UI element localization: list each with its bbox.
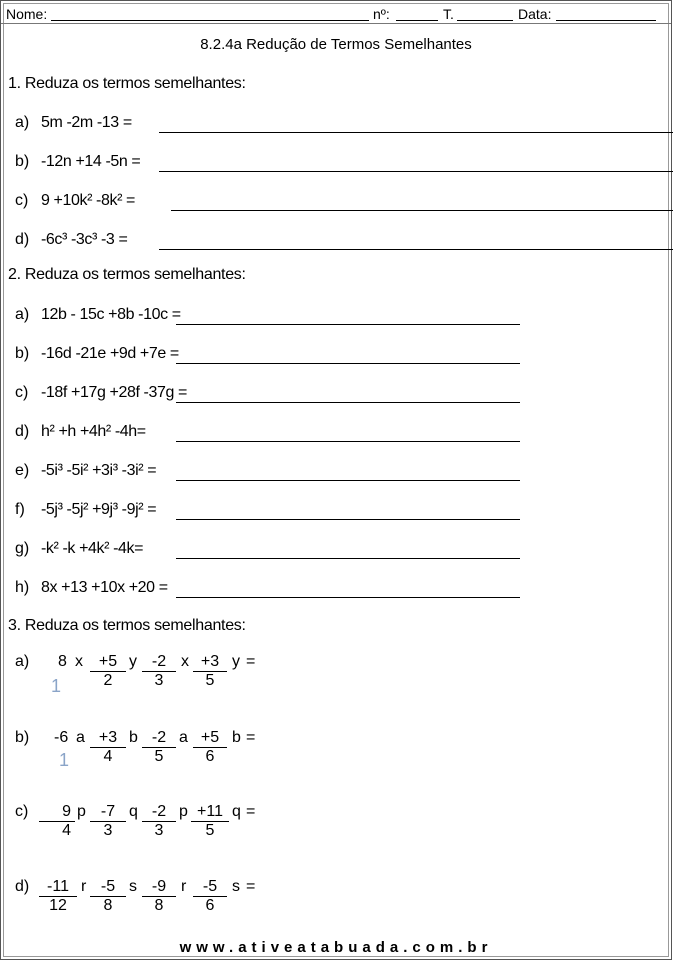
- s1-item-label: c): [15, 192, 29, 209]
- s2-item-label: d): [15, 423, 30, 440]
- section-1-heading: 1. Reduza os termos semelhantes:: [8, 75, 246, 92]
- s2-item-label: b): [15, 345, 30, 362]
- fraction: $\frac{-11}{12}$: [39, 878, 77, 915]
- s2-item-expression: 8x +13 +10x +20 =: [41, 579, 168, 596]
- fraction: $\frac{9}{4}$: [39, 803, 75, 840]
- variable: s: [129, 878, 137, 895]
- s1-item-label: b): [15, 153, 30, 170]
- fraction-numerator: -6: [54, 729, 69, 746]
- section-2-heading: 2. Reduza os termos semelhantes:: [8, 266, 246, 283]
- s1-item-label: d): [15, 231, 30, 248]
- s3-item-label: d): [15, 878, 30, 895]
- variable: q: [232, 803, 241, 820]
- class-field[interactable]: [457, 20, 513, 21]
- s2-item-expression: h² +h +4h² -4h=: [41, 423, 146, 440]
- equals-sign: =: [246, 653, 256, 670]
- fraction: $\frac{+3}{4}$: [90, 729, 126, 766]
- s2-answer-line[interactable]: [176, 323, 520, 325]
- s2-item-label: h): [15, 579, 30, 596]
- header-divider: [1, 23, 671, 24]
- s2-item-label: f): [15, 501, 25, 518]
- s2-item-expression: 12b - 15c +8b -10c =: [41, 306, 181, 323]
- variable: a: [76, 729, 85, 746]
- s3-item-label: b): [15, 729, 30, 746]
- variable: y: [129, 653, 137, 670]
- variable: y: [232, 653, 240, 670]
- footer-website: www.ativeatabuada.com.br: [179, 939, 493, 956]
- fraction: $\frac{+3}{5}$: [193, 653, 227, 690]
- class-label: T.: [443, 6, 454, 22]
- s1-item-expression: -6c³ -3c³ -3 =: [41, 231, 128, 248]
- fraction: $\frac{-5}{8}$: [90, 878, 126, 915]
- equals-sign: =: [246, 803, 256, 820]
- s1-item-label: a): [15, 114, 30, 131]
- variable: p: [77, 803, 86, 820]
- fraction-numerator: 8: [58, 653, 67, 670]
- s1-answer-line[interactable]: [159, 248, 673, 250]
- s2-answer-line[interactable]: [176, 518, 520, 520]
- fraction: $\frac{+5}{6}$: [193, 729, 227, 766]
- s2-answer-line[interactable]: [176, 362, 520, 364]
- s1-answer-line[interactable]: [159, 170, 673, 172]
- s1-answer-line[interactable]: [171, 209, 673, 211]
- variable: x: [75, 653, 83, 670]
- equals-sign: =: [246, 729, 256, 746]
- fraction: $\frac{+11}{5}$: [191, 803, 229, 840]
- number-field[interactable]: [396, 20, 438, 21]
- fraction: $\frac{-7}{3}$: [90, 803, 126, 840]
- s2-item-expression: -k² -k +4k² -4k=: [41, 540, 144, 557]
- s2-item-expression: -16d -21e +9d +7e =: [41, 345, 179, 362]
- section-3-heading: 3. Reduza os termos semelhantes:: [8, 617, 246, 634]
- fraction: $\frac{-5}{6}$: [193, 878, 227, 915]
- s2-item-label: a): [15, 306, 30, 323]
- variable: s: [232, 878, 240, 895]
- variable: a: [179, 729, 188, 746]
- variable: p: [179, 803, 188, 820]
- date-field[interactable]: [556, 20, 656, 21]
- variable: q: [129, 803, 138, 820]
- s2-item-expression: -5j³ -5j² +9j³ -9j² =: [41, 501, 157, 518]
- fraction: $\frac{-2}{5}$: [142, 729, 176, 766]
- page-title: 8.2.4a Redução de Termos Semelhantes: [200, 36, 472, 53]
- variable: r: [81, 878, 87, 895]
- fraction-denominator: 1: [59, 750, 70, 770]
- s2-item-expression: -18f +17g +28f -37g =: [41, 384, 187, 401]
- s2-answer-line[interactable]: [176, 596, 520, 598]
- s2-answer-line[interactable]: [176, 401, 520, 403]
- variable: b: [129, 729, 138, 746]
- fraction: $\frac{-9}{8}$: [142, 878, 176, 915]
- s2-answer-line[interactable]: [176, 557, 520, 559]
- equals-sign: =: [246, 878, 256, 895]
- s2-item-label: e): [15, 462, 30, 479]
- s1-item-expression: -12n +14 -5n =: [41, 153, 141, 170]
- number-label: nº:: [373, 6, 390, 22]
- s1-answer-line[interactable]: [159, 131, 673, 133]
- s3-item-label: c): [15, 803, 29, 820]
- fraction: $\frac{+5}{2}$: [90, 653, 126, 690]
- s2-item-expression: -5i³ -5i² +3i³ -3i² =: [41, 462, 157, 479]
- fraction: $\frac{-2}{3}$: [142, 803, 176, 840]
- s2-answer-line[interactable]: [176, 479, 520, 481]
- variable: r: [181, 878, 187, 895]
- variable: b: [232, 729, 241, 746]
- name-field[interactable]: [51, 20, 369, 21]
- fraction-denominator: 1: [51, 676, 62, 696]
- s3-item-label: a): [15, 653, 30, 670]
- s2-answer-line[interactable]: [176, 440, 520, 442]
- s1-item-expression: 5m -2m -13 =: [41, 114, 132, 131]
- variable: x: [181, 653, 189, 670]
- name-label: Nome:: [6, 6, 48, 22]
- s2-item-label: g): [15, 540, 30, 557]
- date-label: Data:: [518, 6, 552, 22]
- s1-item-expression: 9 +10k² -8k² =: [41, 192, 136, 209]
- fraction: $\frac{-2}{3}$: [142, 653, 176, 690]
- s2-item-label: c): [15, 384, 29, 401]
